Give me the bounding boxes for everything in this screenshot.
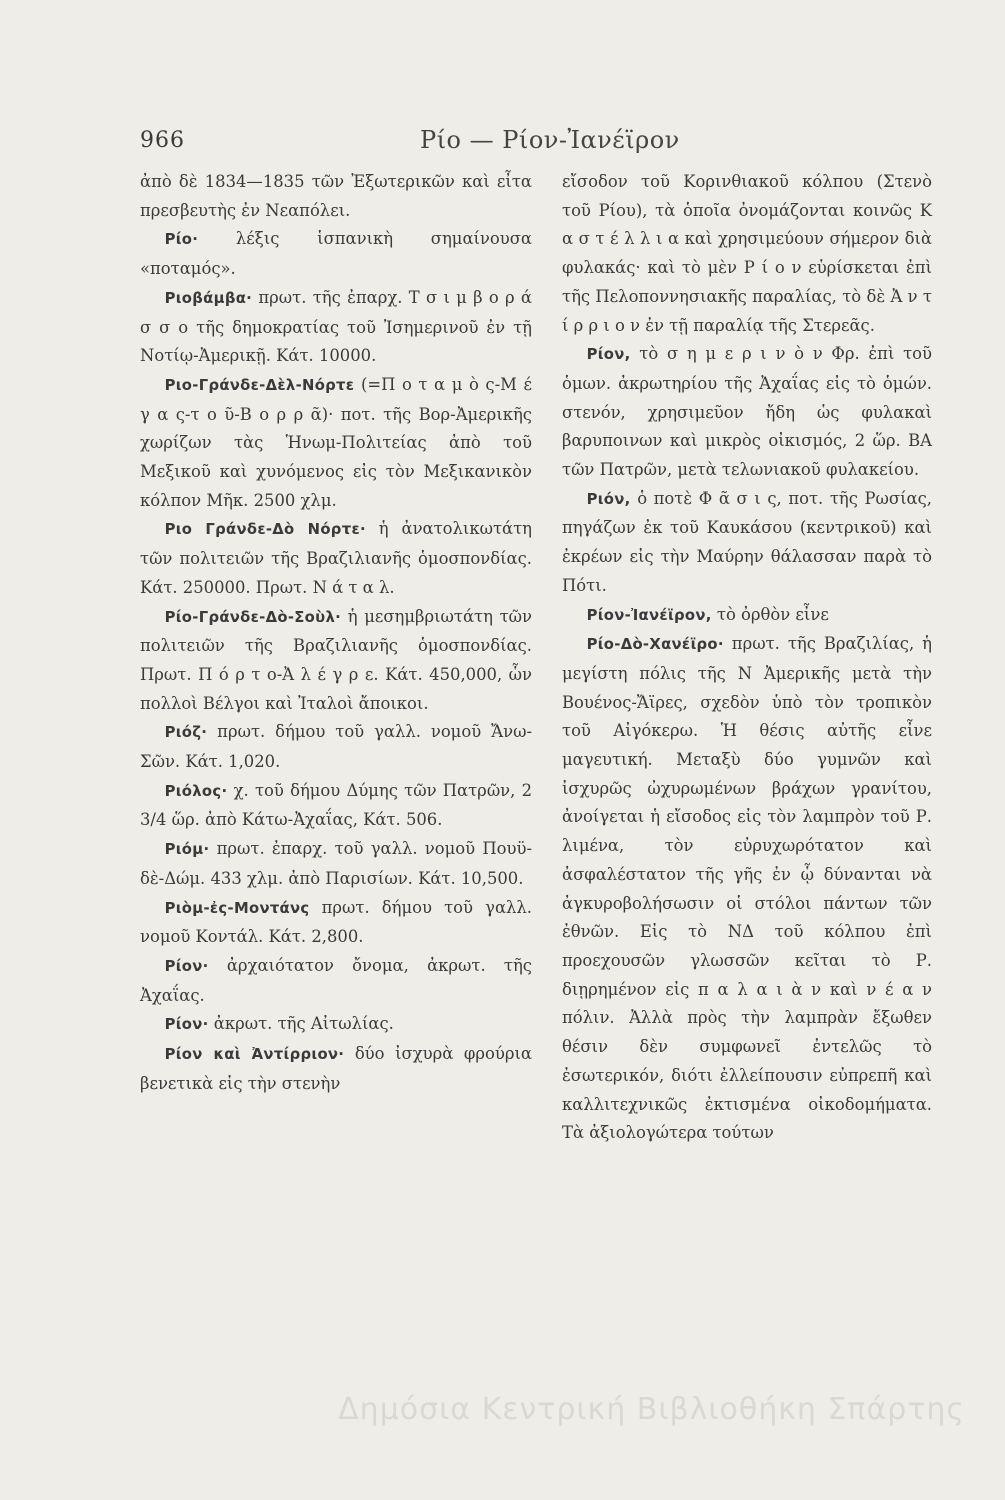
entry-text: τὸ ὀρθὸν εἶνε: [716, 604, 829, 624]
entry-headword: Ρίον,: [586, 346, 631, 364]
entry-text: ἀρχαιότατον ὄνομα, ἀκρωτ. τῆς Ἀχαΐας.: [140, 955, 532, 1005]
entry-text: πρωτ. ἐπαρχ. τοῦ γαλλ. νομοῦ Πουϋ-δὲ-Δώμ. 433 χλμ. ἀπὸ Παρισίων. Κάτ. 10,500.: [140, 839, 532, 888]
dictionary-entry: [562, 630, 932, 1148]
entry-headword: Ριὸμ-ἐς-Μοντάνς: [164, 899, 310, 917]
entry-text: ὁ ποτὲ Φ ᾶ σ ι ς, ποτ. τῆς Ρωσίας, πηγάζων ἐκ τοῦ Καυκάσου (κεντρικοῦ) καὶ ἐκρέων εἰς τὴν Μαύρην θάλασσαν παρὰ τὸ Πότι.: [562, 488, 932, 595]
dictionary-entry: [140, 894, 532, 952]
entry-text: πρωτ. δήμου τοῦ γαλλ. νομοῦ Κοντάλ. Κάτ. 2,800.: [140, 897, 532, 947]
entry-headword: Ρίο-Δὸ-Χανέϊρο·: [586, 636, 724, 654]
dictionary-entry: [140, 1040, 532, 1098]
dictionary-entry: [562, 601, 932, 631]
entry-text: ἀπὸ δὲ 1834—1835 τῶν Ἐξωτερικῶν καὶ εἶτα πρεσβευτὴς ἐν Νεαπόλει.: [140, 172, 532, 220]
entry-headword: Ριόλος·: [164, 782, 228, 800]
entry-headword: Ριο-Γράνδε-Δὲλ-Νόρτε: [164, 376, 355, 394]
dictionary-entry: [562, 168, 932, 340]
dictionary-entry: [140, 777, 532, 835]
entry-headword: Ριο Γράνδε-Δὸ Νόρτε·: [164, 521, 366, 539]
entry-text: δύο ἰσχυρὰ φρούρια βενετικὰ εἰς τὴν στενὴν: [140, 1044, 532, 1093]
entry-text: λέξις ἱσπανικὴ σημαίνουσα «ποταμός».: [140, 229, 532, 279]
entry-headword: Ριόμ·: [164, 841, 210, 859]
dictionary-entry: [140, 835, 532, 893]
dictionary-entry: [140, 718, 532, 776]
dictionary-entry: [562, 340, 932, 485]
dictionary-entry: [140, 225, 532, 283]
entry-headword: Ρίον καὶ Ἀντίρριον·: [164, 1046, 345, 1064]
entry-text: τὸ σ η μ ε ρ ι ν ὸ ν Φρ. ἐπὶ τοῦ ὁμων. ἀκρωτηρίου τῆς Ἀχαΐας εἰς τὸ ὁμών. στενόν, χρησιμεῦον ἤδη ὡς φυλακαὶ βαρυποινων καὶ μικρὸς οἰκισμός, 2 ὥρ. ΒΑ τῶν Πατρῶν, μετὰ τελωνιακοῦ φυλακείου.: [562, 344, 932, 480]
entry-text: εἴσοδον τοῦ Κορινθιακοῦ κόλπου (Στενὸ τοῦ Ρίου), τὰ ὁποῖα ὀνομάζονται κοινῶς Κ α σ τ έ λ λ ι α καὶ χρησιμεύουν σήμερον διὰ φυλακάς· καὶ τὸ μὲν Ρ ί ο ν εὑρίσκεται ἐπὶ τῆς Πελοποννησιακῆς παραλίας, τὸ δὲ Ἀ ν τ ί ρ ρ ι ο ν ἐν τῇ παραλίᾳ τῆς Στερεᾶς.: [562, 172, 932, 335]
entry-text: ἡ ἀνατολικωτάτη τῶν πολιτειῶν τῆς Βραζιλιανῆς ὁμοσπονδίας. Κάτ. 250000. Πρωτ. Ν ά τ α λ.: [140, 519, 532, 597]
entry-headword: Ρίον-Ἰανέϊρον,: [586, 606, 712, 624]
dictionary-entry: [562, 485, 932, 601]
entry-text: χ. τοῦ δήμου Δύμης τῶν Πατρῶν, 2 3/4 ὥρ. ἀπὸ Κάτω-Ἀχαΐας, Κάτ. 506.: [140, 780, 532, 830]
dictionary-entry: [140, 371, 532, 516]
entry-headword: Ριοβάμβα·: [164, 289, 253, 307]
library-watermark: Δημόσια Κεντρική Βιβλιοθήκη Σπάρτης: [338, 1392, 965, 1427]
right-column: [562, 168, 932, 1148]
dictionary-entry: [140, 284, 532, 371]
entry-text: πρωτ. δήμου τοῦ γαλλ. νομοῦ Ἄνω-Σῶν. Κάτ. 1,020.: [140, 722, 532, 772]
dictionary-entry: [140, 603, 532, 719]
entry-headword: Ρίο-Γράνδε-Δὸ-Σοὺλ·: [164, 608, 342, 626]
dictionary-entry: [140, 1010, 532, 1040]
entry-headword: Ρίον·: [164, 1016, 209, 1034]
entry-text: πρωτ. τῆς ἐπαρχ. Τ σ ι μ β ο ρ ά σ σ ο τῆς δημοκρατίας τοῦ Ἰσημερινοῦ ἐν τῇ Νοτίῳ-Ἀμερικῇ. Κάτ. 10000.: [140, 287, 532, 366]
page-number: 966: [140, 128, 185, 153]
running-header: Ρίο — Ρίον-Ἰανέϊρον: [420, 126, 680, 154]
entry-headword: Ριόζ·: [164, 724, 208, 742]
entry-text: ἀκρωτ. τῆς Αἰτωλίας.: [213, 1014, 394, 1034]
dictionary-entry: [140, 952, 532, 1010]
entry-text: ἡ μεσημβριωτάτη τῶν πολιτειῶν τῆς Βραζιλιανῆς ὁμοσπονδίας. Πρωτ. Π ό ρ τ ο-Ἀ λ έ γ ρ ε. Κάτ. 450,000, ὧν πολλοὶ Βέλγοι καὶ Ἰταλοὶ ἄποικοι.: [140, 606, 532, 713]
entry-headword: Ρίο·: [164, 231, 199, 249]
entry-headword: Ριόν,: [586, 490, 631, 508]
dictionary-entry: [140, 515, 532, 602]
left-column: [140, 168, 532, 1099]
entry-text: (=Π ο τ α μ ὸ ς-Μ έ γ α ς-τ ο ῦ-Β ο ρ ρ ᾶ)· ποτ. τῆς Βορ-Ἀμερικῆς χωρίζων τὰς Ἡνωμ-Πολιτείας ἀπὸ τοῦ Μεξικοῦ καὶ χυνόμενος εἰς τὸν Μεξικανικὸν κόλπον Μῆκ. 2500 χλμ.: [140, 374, 532, 510]
dictionary-entry: [140, 168, 532, 225]
entry-headword: Ρίον·: [164, 957, 209, 975]
entry-text: πρωτ. τῆς Βραζιλίας, ἡ μεγίστη πόλις τῆς Ν Ἀμερικῆς μετὰ τὴν Βουένος-Ἄϊρες, σχεδὸν ὑπὸ τὸν τροπικὸν τοῦ Αἰγόκερω. Ἡ θέσις αὐτῆς εἶνε μαγευτική. Μεταξὺ δύο γυμνῶν καὶ ἰσχυρῶς ὠχυρωμένων βράχων γρανίτου, ἀνοίγεται ἡ εἴσοδος εἰς τὸν λαμπρὸν τοῦ Ρ. λιμένα, τὸν εὐρυχωρότατον καὶ ἀσφαλέστατον τῆς γῆς ἐν ᾧ δύνανται νὰ ἀγκυροβολήσωσιν οἱ στόλοι πάντων τῶν ἐθνῶν. Εἰς τὸ ΝΔ τοῦ κόλπου ἐπὶ προεχουσῶν γλωσσῶν κεῖται τὸ Ρ. διῃρημένον εἰς π α λ α ι ὰ ν καὶ ν έ α ν πόλιν. Ἀλλὰ πρὸς τὴν λαμπρὰν ἔξωθεν θέσιν δὲν συμφωνεῖ ἐντελῶς τὸ ἐσωτερικόν, διότι ἐλλείπουσιν εὐπρεπῆ καὶ καλλιτεχνικῶς ἐκτισμένα οἰκοδομήματα. Τὰ ἀξιολογώτερα τούτων: [562, 634, 932, 1143]
